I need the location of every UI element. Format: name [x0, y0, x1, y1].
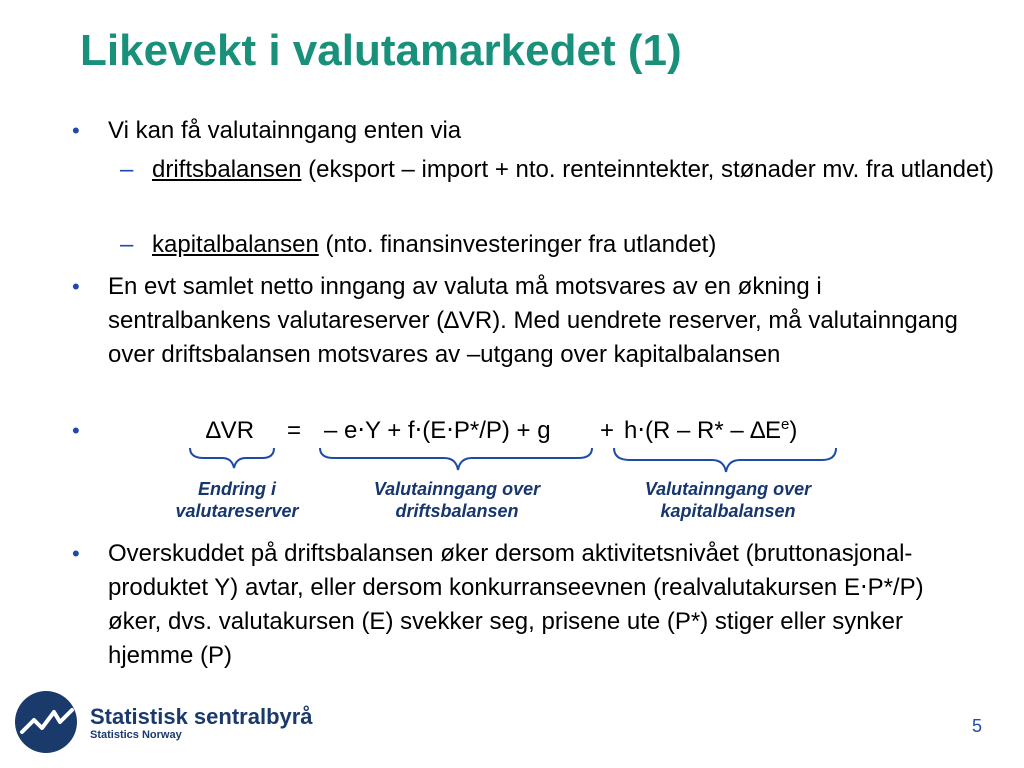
label-line: Valutainngang over [373, 479, 541, 499]
dash-icon: – [120, 156, 134, 183]
kapitalbalansen-description: (nto. finansinvesteringer fra utlandet) [318, 231, 717, 258]
brace-endring [190, 448, 274, 468]
brace-kapital [614, 448, 836, 472]
ssb-logo-icon [12, 688, 82, 758]
bullet-dot-icon: • [72, 418, 80, 443]
label-endring-i-valutareserver [152, 478, 322, 522]
brace-drifts [320, 448, 592, 470]
formula-drifts-term: – e⋅Y + f⋅(E⋅P*/P) + g [324, 417, 551, 444]
formula-kapital-main: h⋅(R – R* – ∆E [624, 417, 782, 444]
slide-title: Likevekt i valutamarkedet (1) [80, 26, 682, 75]
label-line: driftsbalansen [395, 501, 519, 521]
driftsbalansen-description: (eksport – import + nto. renteinntekter, stønader mv. fra utlandet) [301, 156, 994, 183]
formula-kapital-close: ) [789, 417, 798, 444]
formula-kapital-superscript: e [781, 416, 790, 433]
page-number: 5 [972, 716, 983, 736]
bullet-2-text: En evt samlet netto inngang av valuta må motsvares av en økning i sentralbankens valutareserver (∆VR). Med uendrete reserver, må valutainngang over driftsbalansen motsvares av –utgang over kapitalbalansen [108, 273, 958, 368]
bullet-4 [72, 537, 968, 673]
formula-lhs: ∆VR [206, 417, 255, 444]
label-valutainngang-driftsbalansen [346, 478, 568, 522]
bullet-dot-icon: • [72, 274, 80, 299]
formula-equals: = [287, 417, 302, 444]
kapitalbalansen-term: kapitalbalansen [152, 231, 319, 258]
bullet-dot-icon: • [72, 118, 80, 143]
bullet-4-text: Overskuddet på driftsbalansen øker dersom aktivitetsnivået (bruttonasjonal-produktet Y) avtar, eller dersom konkurranseevnen (realvalutakursen E⋅P*/P) øker, dvs. valutakursen (E) svekker seg, prisene ute (P*) stiger eller synker hjemme (P) [108, 540, 924, 669]
logo-name: Statistisk sentralbyrå [90, 704, 313, 729]
label-line: kapitalbalansen [660, 501, 796, 521]
driftsbalansen-term: driftsbalansen [152, 156, 302, 183]
label-valutainngang-kapitalbalansen [616, 478, 840, 522]
formula-plus: + [600, 417, 615, 444]
logo-subtitle: Statistics Norway [90, 729, 182, 741]
bullet-dot-icon: • [72, 541, 80, 566]
ssb-logo [12, 688, 342, 758]
dash-icon: – [120, 231, 134, 258]
label-line: Valutainngang over [644, 479, 812, 499]
label-line: Endring i [198, 479, 276, 499]
bullet-1-text: Vi kan få valutainngang enten via [108, 117, 462, 144]
label-line: valutareserver [175, 501, 299, 521]
